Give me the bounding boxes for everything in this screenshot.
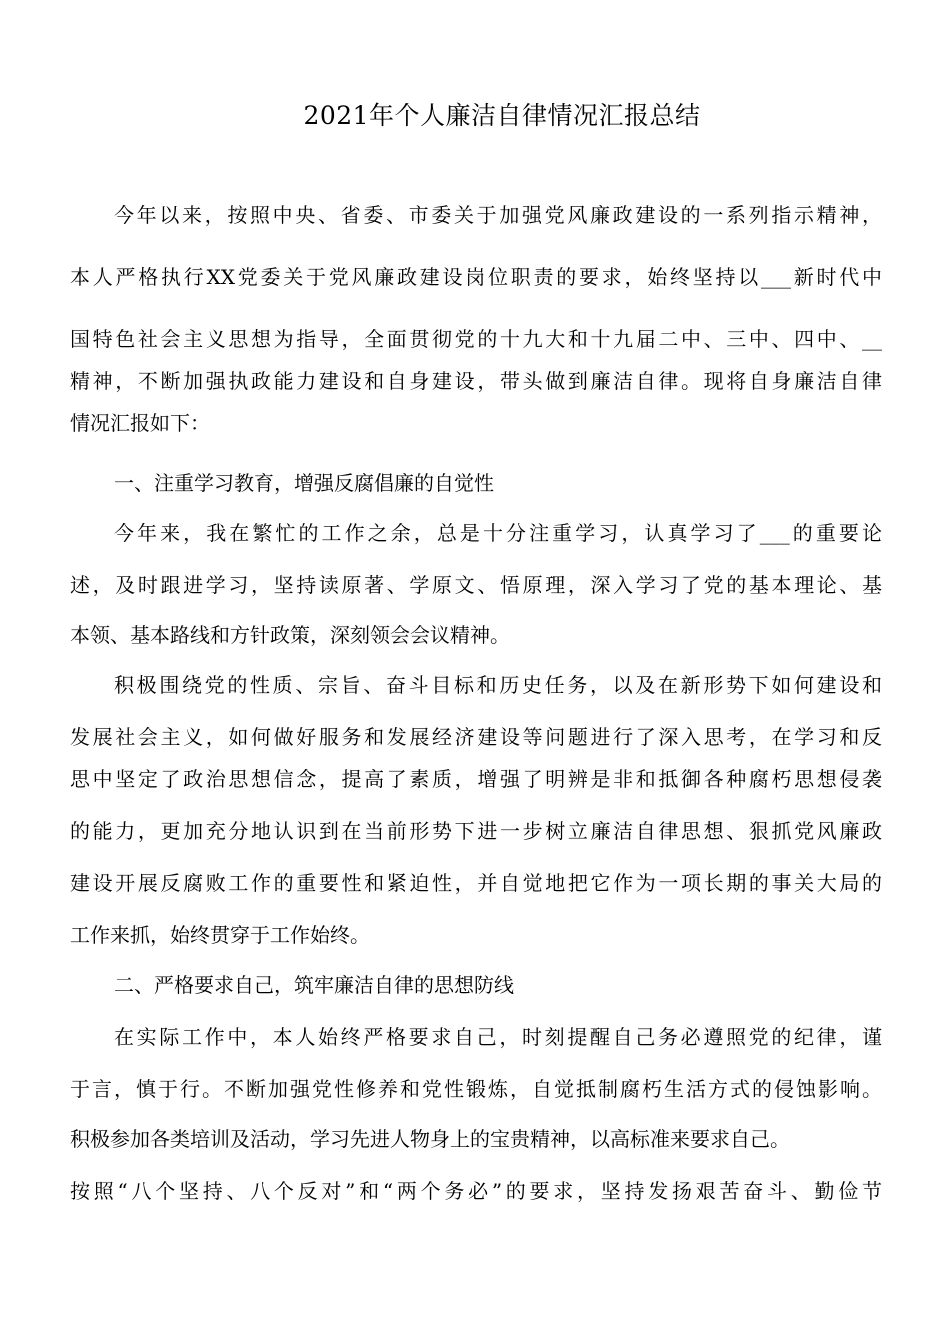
- paragraph-1-line-1: 今年以来，按照中央、省委、市委关于加强党风廉政建设的一系列指示精神，: [114, 203, 882, 227]
- paragraph-4-line-1: 在实际工作中，本人始终严格要求自己，时刻提醒自己务必遵照党的纪律，谨: [114, 1025, 882, 1049]
- paragraph-2-line-3: 本领、基本路线和方针政策，深刻领会会议精神。: [70, 623, 510, 647]
- paragraph-1-line-2: 本人严格执行XX党委关于党风廉政建设岗位职责的要求，始终坚持以___新时代中: [70, 265, 882, 289]
- paragraph-4-line-3: 积极参加各类培训及活动，学习先进人物身上的宝贵精神，以高标准来要求自己。: [70, 1127, 790, 1151]
- paragraph-1-line-5: 情况汇报如下：: [70, 411, 210, 435]
- paragraph-3-line-6: 工作来抓，始终贯穿于工作始终。: [70, 923, 370, 947]
- paragraph-1-line-3: 国特色社会主义思想为指导，全面贯彻党的十九大和十九届二中、三中、四中、__: [70, 327, 882, 351]
- paragraph-4-line-2: 于言，慎于行。不断加强党性修养和党性锻炼，自觉抵制腐朽生活方式的侵蚀影响。: [70, 1077, 882, 1101]
- paragraph-3-line-5: 建设开展反腐败工作的重要性和紧迫性，并自觉地把它作为一项长期的事关大局的: [70, 871, 882, 895]
- paragraph-2-line-2: 述，及时跟进学习，坚持读原著、学原文、悟原理，深入学习了党的基本理论、基: [70, 573, 882, 597]
- document-title: 2021年个人廉洁自律情况汇报总结: [303, 101, 701, 130]
- section-heading-1: 一、注重学习教育，增强反腐倡廉的自觉性: [114, 471, 494, 495]
- paragraph-1-line-4: 精神，不断加强执政能力建设和自身建设，带头做到廉洁自律。现将自身廉洁自律: [70, 369, 882, 393]
- section-heading-2: 二、严格要求自己，筑牢廉洁自律的思想防线: [114, 973, 514, 997]
- paragraph-3-line-1: 积极围绕党的性质、宗旨、奋斗目标和历史任务，以及在新形势下如何建设和: [114, 673, 882, 697]
- paragraph-4-line-4: 按照“八个坚持、八个反对”和“两个务必”的要求，坚持发扬艰苦奋斗、勤俭节: [70, 1179, 882, 1203]
- paragraph-3-line-4: 的能力，更加充分地认识到在当前形势下进一步树立廉洁自律思想、狠抓党风廉政: [70, 819, 882, 843]
- paragraph-3-line-3: 思中坚定了政治思想信念，提高了素质，增强了明辨是非和抵御各种腐朽思想侵袭: [70, 767, 882, 791]
- paragraph-2-line-1: 今年来，我在繁忙的工作之余，总是十分注重学习，认真学习了___的重要论: [114, 521, 882, 545]
- paragraph-3-line-2: 发展社会主义，如何做好服务和发展经济建设等问题进行了深入思考，在学习和反: [70, 725, 882, 749]
